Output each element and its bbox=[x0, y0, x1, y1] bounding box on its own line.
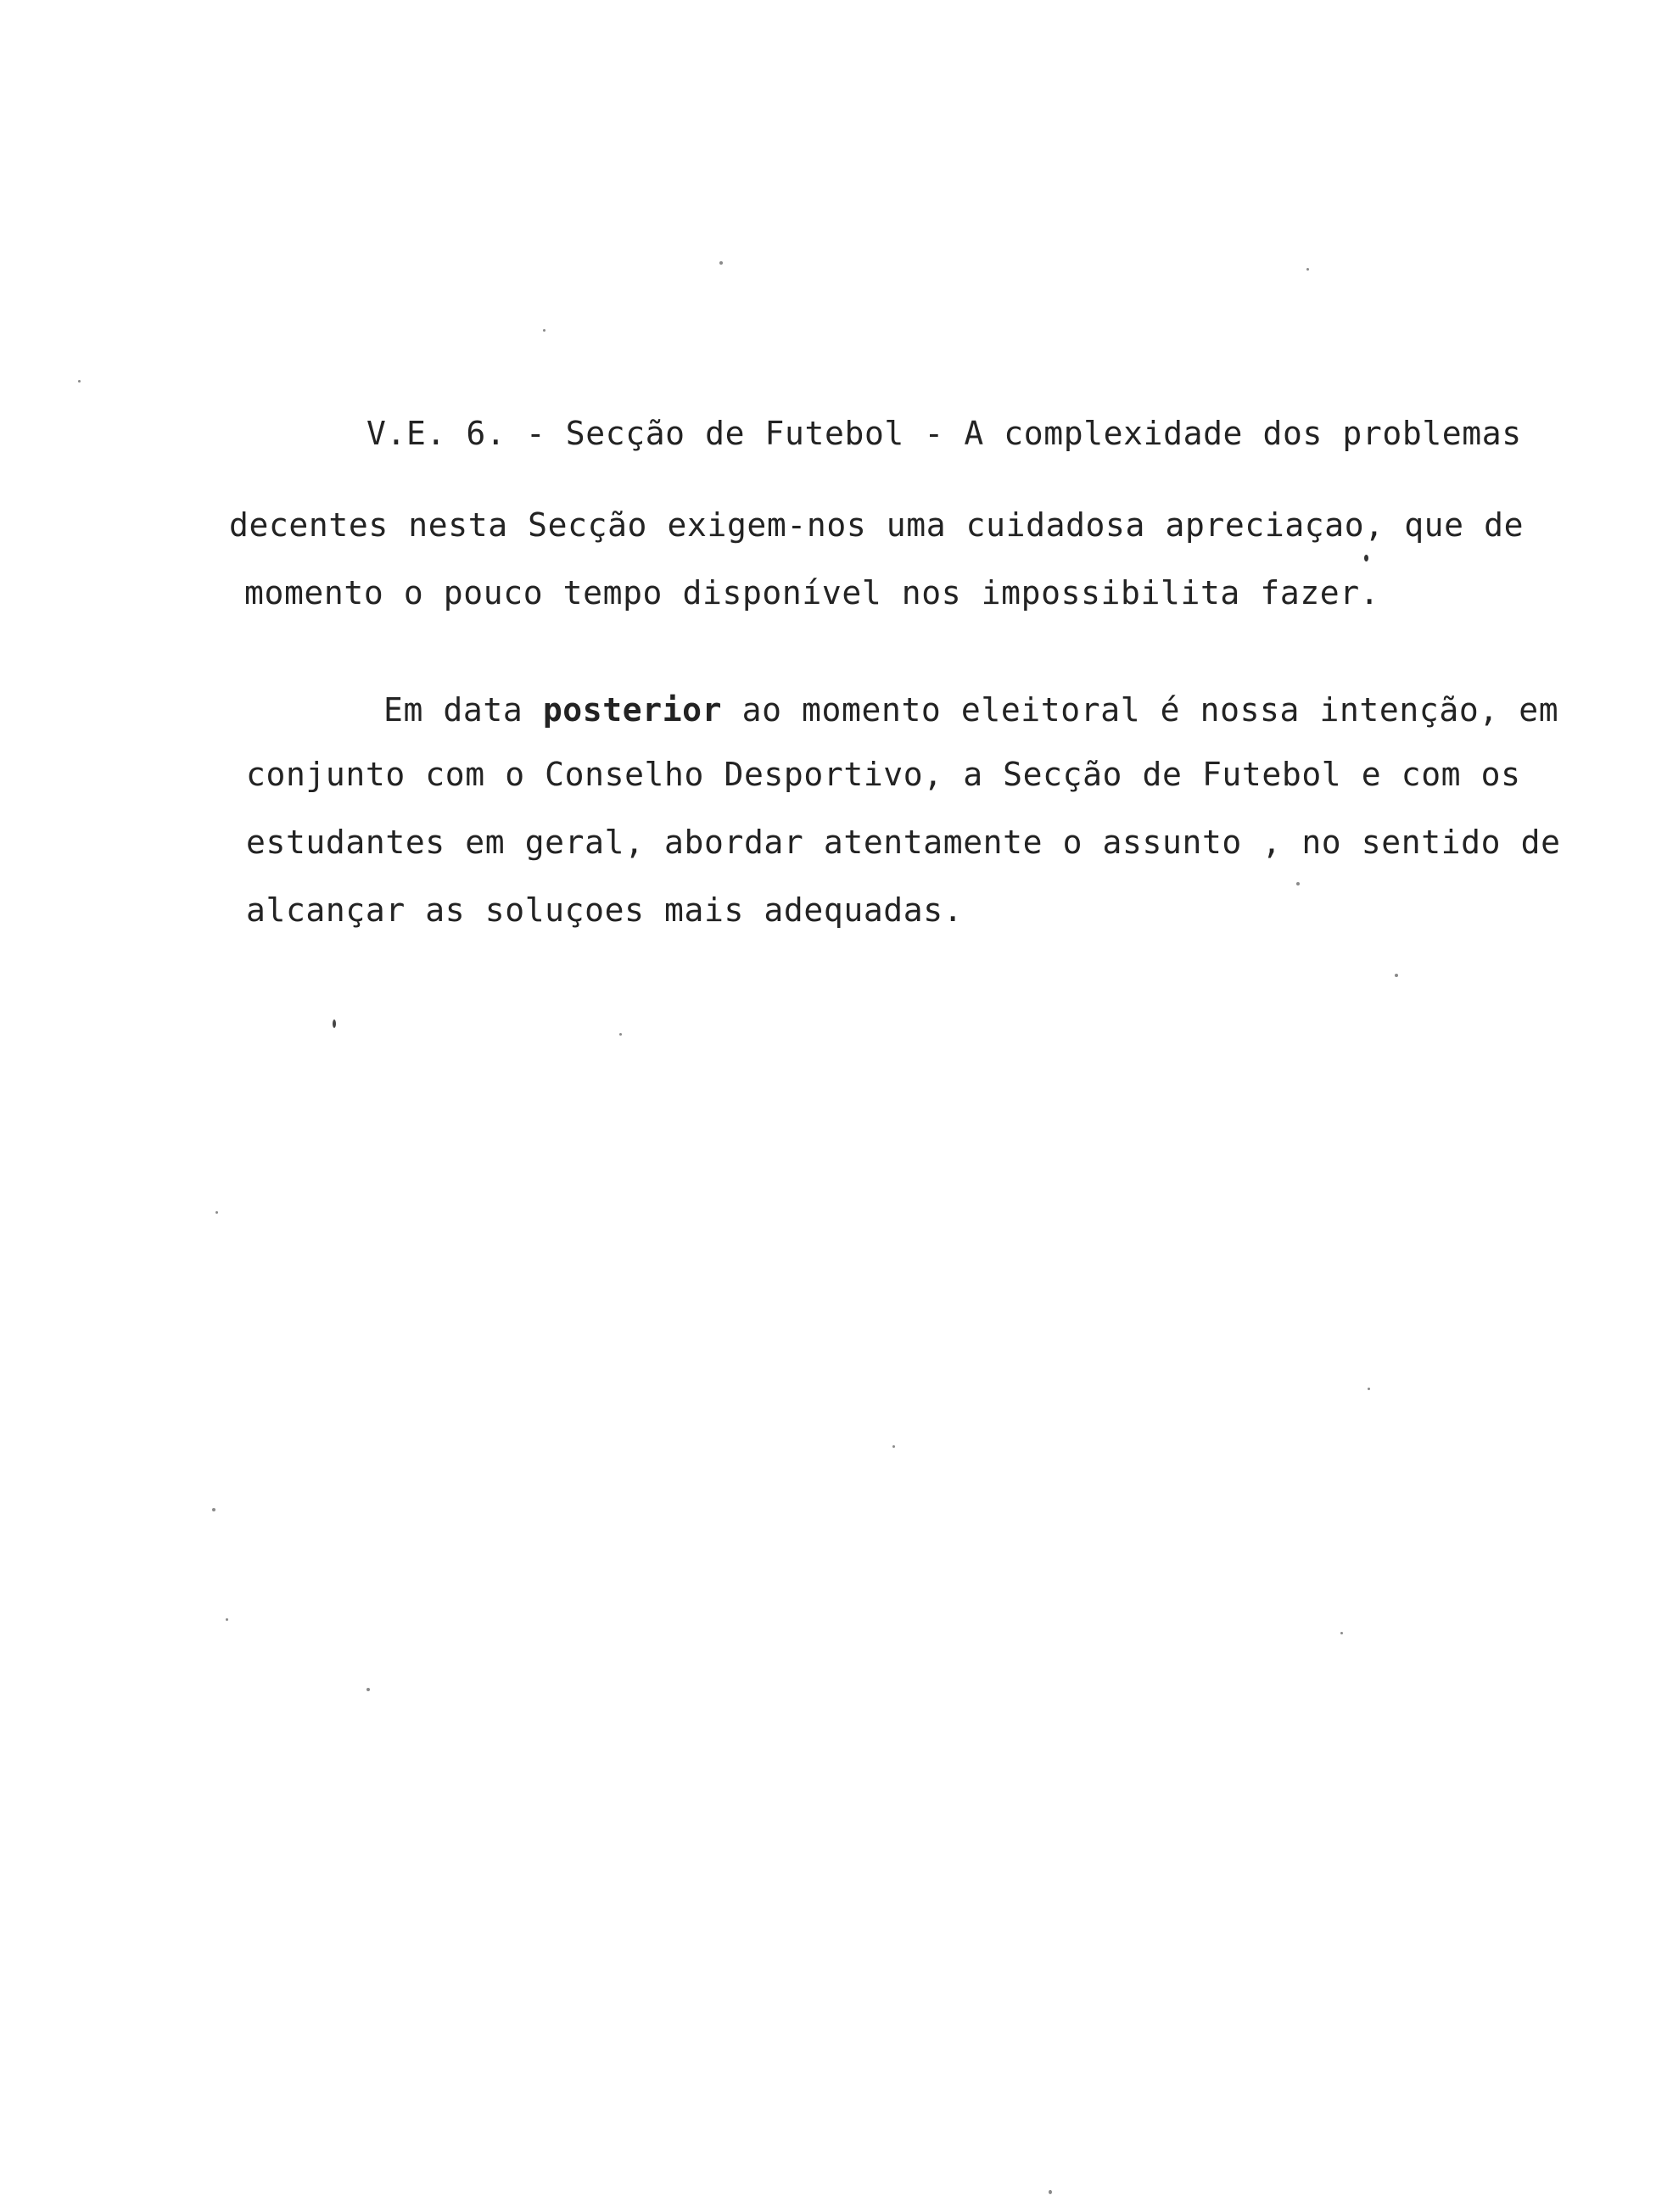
scan-speck bbox=[1368, 1388, 1370, 1390]
scan-speck bbox=[226, 1618, 228, 1621]
paragraph2-line-1 bbox=[383, 691, 1559, 729]
section-body-line-1: decentes nesta Secção exigem-nos uma cuidadosa apreciaçao, que de bbox=[229, 506, 1525, 544]
paragraph2-line-3: estudantes em geral, abordar atentamente o assunto , no sentido de bbox=[246, 824, 1561, 861]
paragraph2-line1-suffix: ao momento eleitoral é nossa intenção, em bbox=[722, 691, 1559, 729]
scan-speck bbox=[719, 261, 723, 265]
scan-speck bbox=[78, 380, 81, 383]
scan-speck bbox=[1364, 555, 1368, 561]
scan-speck bbox=[892, 1445, 895, 1448]
paragraph2-line-2: conjunto com o Conselho Desportivo, a Secção de Futebol e com os bbox=[246, 756, 1521, 793]
scan-speck bbox=[333, 1019, 336, 1028]
scan-speck bbox=[212, 1508, 215, 1511]
scan-speck bbox=[366, 1688, 370, 1691]
scan-speck bbox=[543, 329, 545, 332]
section-heading-line: V.E. 6. - Secção de Futebol - A complexidade dos problemas bbox=[366, 415, 1522, 452]
inserted-word: posterior bbox=[542, 691, 723, 729]
scan-speck bbox=[215, 1211, 218, 1214]
scan-speck bbox=[619, 1033, 622, 1036]
paragraph2-line-4: alcançar as soluçoes mais adequadas. bbox=[246, 891, 964, 929]
scan-speck bbox=[1340, 1632, 1343, 1634]
section-body-line-2: momento o pouco tempo disponível nos impossibilita fazer. bbox=[244, 574, 1380, 612]
scan-speck bbox=[1395, 974, 1398, 977]
scan-speck bbox=[1296, 882, 1300, 885]
paragraph2-line1-prefix: Em data bbox=[383, 691, 543, 729]
scan-speck bbox=[1306, 268, 1309, 271]
scan-speck bbox=[1049, 2190, 1052, 2194]
